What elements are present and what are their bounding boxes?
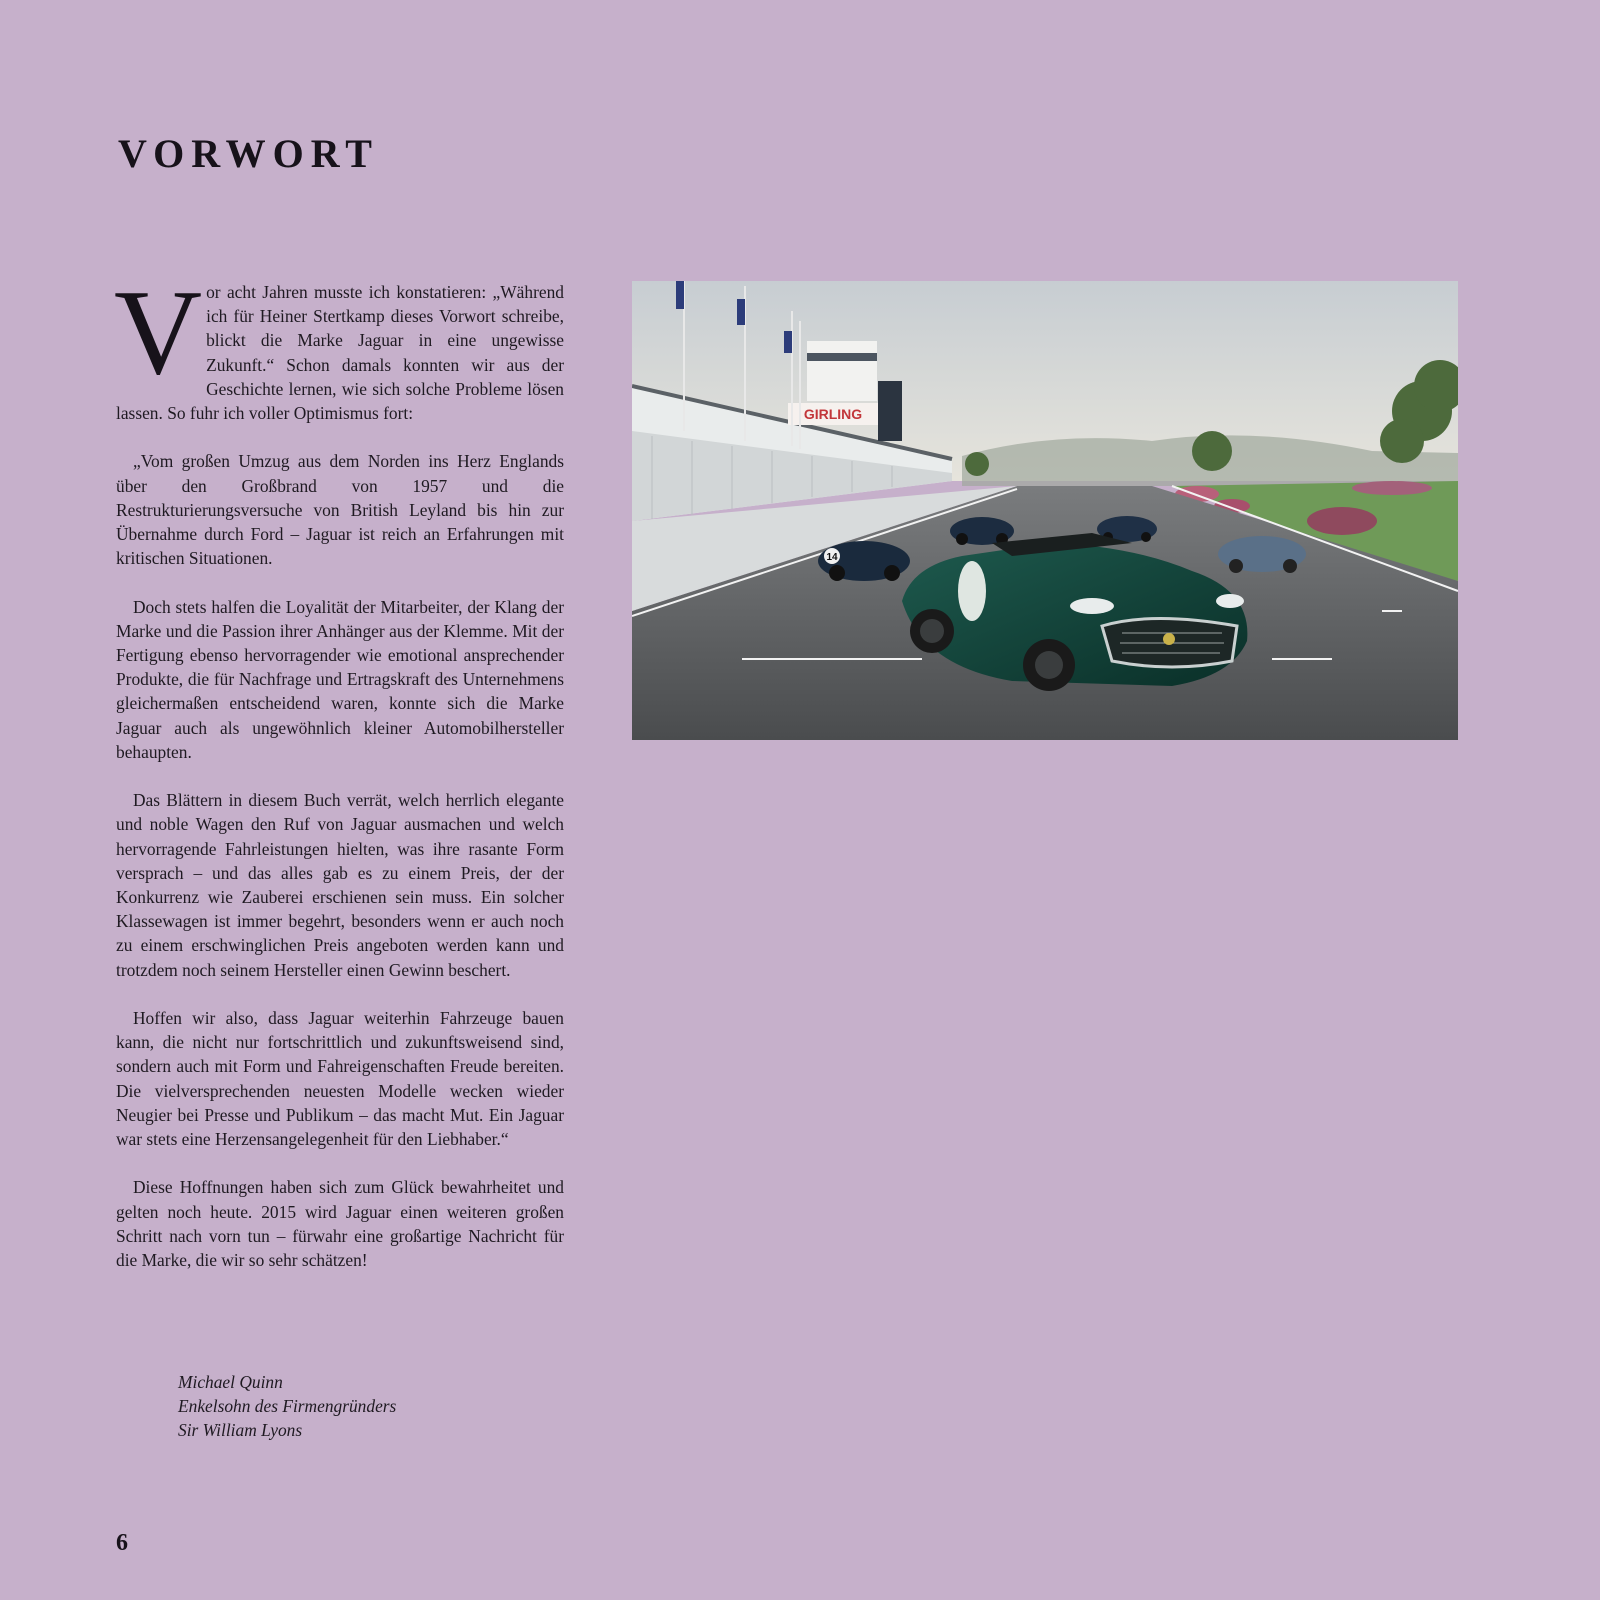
classic-car-middle [950,517,1014,545]
paragraph-1 [114,265,564,425]
car-number: 14 [826,552,838,563]
signature-role: Enkelsohn des Firmengründers [178,1396,397,1417]
signature-relation: Sir William Lyons [178,1420,303,1441]
classic-car-left [818,541,910,581]
signature-name: Michael Quinn [178,1372,283,1392]
paragraph-1-text: or acht Jahren musste ich konstatieren: „Während ich für Heiner Stertkamp dieses Vorwort schreibe, blickt die Marke Jaguar in eine ungewisse Zukunft.“ Schon damals konnten wir aus der Geschichte lernen, wie sich solche Probleme lösen lassen. So fuhr ich voller Optimismus fort: [116,282,564,424]
signature [178,1370,396,1443]
paragraph-4: Das Blättern in diesem Buch verrät, welch herrlich elegante und noble Wagen den Ruf von Jaguar ausmachen und welch hervorragende Fahrleistungen hielten, was ihre rasante Form versprach – und das alles gab es zu einem Preis, der der Konkurrenz wie Zauberei erschienen sein muss. Ein solcher Klassewagen ist immer begehrt, besonders wenn er auch noch zu einem erschwinglichen Preis angeboten werden kann und trotzdem noch seinem Hersteller einen Gewinn beschert. [116,790,564,980]
photo-illustration [632,281,1458,740]
classic-car-right [1218,536,1306,573]
drop-cap: V [114,265,203,400]
jaguar-race-track-photo [632,281,1458,740]
page-title: VORWORT [118,131,379,176]
paragraph-6: Diese Hoffnungen haben sich zum Glück bewahrheitet und gelten noch heute. 2015 wird Jaguar einen weiteren großen Schritt nach vorn tun – fürwahr eine großartige Nachricht für die Marke, die wir so sehr schätzen! [116,1177,564,1271]
girling-sign-text: GIRLING [803,406,863,422]
page-number: 6 [116,1530,128,1556]
paragraph-3: Doch stets halfen die Loyalität der Mitarbeiter, der Klang der Marke und die Passion ihrer Anhänger aus der Klemme. Mit der Fertigung ebenso hervorragender wie emotional ansprechender Produkte, die für Nachfrage und Ertragskraft des Unternehmens gleichermaßen entscheidend waren, konnte sich die Marke Jaguar auch als ungewöhnlich kleiner Automobilhersteller behaupten. [116,596,564,762]
foreword-text [114,265,564,1296]
paragraph-2: „Vom großen Umzug aus dem Norden ins Herz Englands über den Großbrand von 1957 und die Restrukturierungsversuche von British Leyland bis hin zur Übernahme durch Ford – Jaguar ist reich an Erfahrungen mit kritischen Situationen. [116,451,564,569]
control-tower [807,341,877,401]
paragraph-5: Hoffen wir also, dass Jaguar weiterhin Fahrzeuge bauen kann, die nicht nur fortschrittlich und zukunftsweisend sind, sondern auch mit Form und Fahreigenschaften Freude bereiten. Die vielversprechenden neuesten Modelle wecken wieder Neugier bei Presse und Publikum – das macht Mut. Ein Jaguar war stets eine Herzensangelegenheit für den Liebhaber.“ [116,1008,564,1150]
